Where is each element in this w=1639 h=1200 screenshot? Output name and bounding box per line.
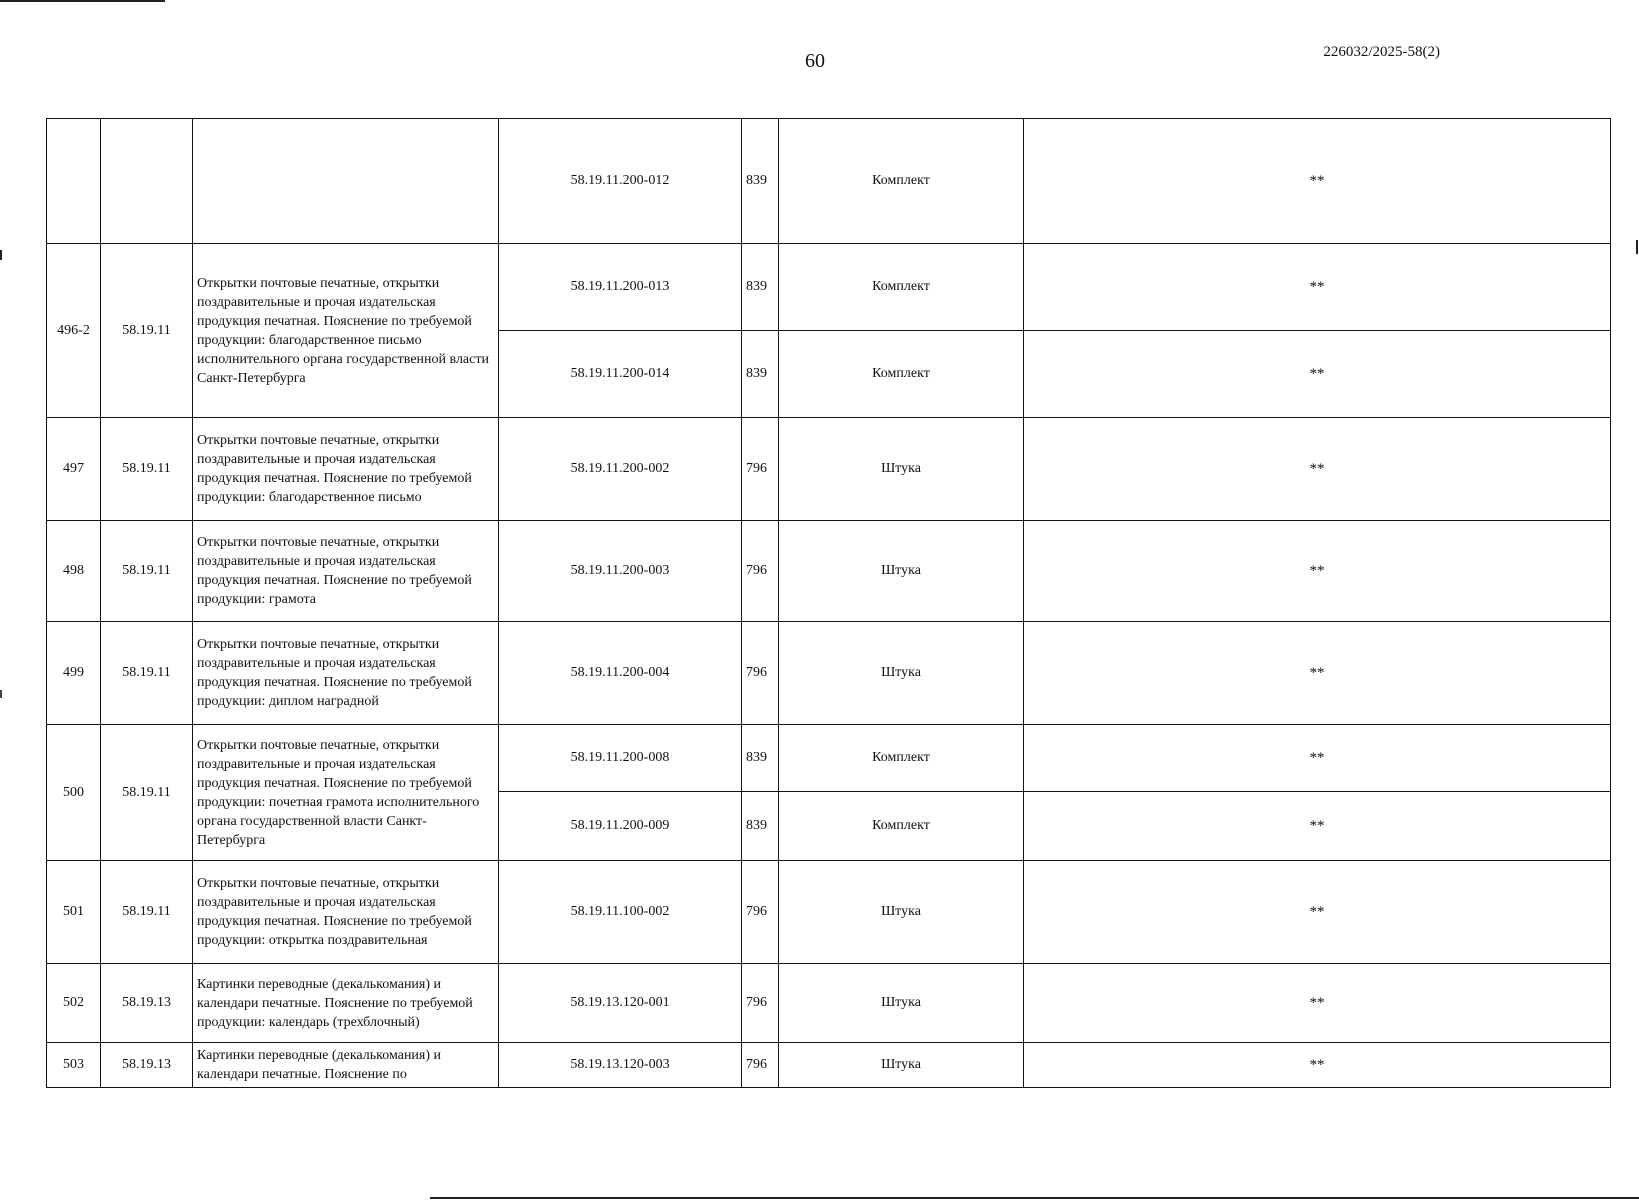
ktru-code-cell: 58.19.13.120-003: [499, 1043, 742, 1088]
requirements-cell: **: [1024, 119, 1611, 244]
unit-cell: Штука: [779, 622, 1024, 725]
okei-code-cell: 796: [742, 861, 779, 964]
scan-edge-mark: [1636, 240, 1638, 254]
description-cell: Открытки почтовые печатные, открытки поздравительные и прочая издательская продукция печатная. Пояснение по требуемой продукции: грамота: [193, 521, 499, 622]
unit-cell: Комплект: [779, 244, 1024, 331]
okei-code-cell: 839: [742, 725, 779, 792]
description-cell: Картинки переводные (декалькомания) и календари печатные. Пояснение по требуемой продукции: календарь (трехблочный): [193, 964, 499, 1043]
table-row: [47, 119, 1611, 244]
table-row: [47, 521, 1611, 622]
scan-edge-mark: [0, 250, 2, 260]
requirements-cell: **: [1024, 792, 1611, 861]
ktru-code-cell: 58.19.11.200-003: [499, 521, 742, 622]
table-row: [47, 418, 1611, 521]
row-number-cell: 498: [47, 521, 101, 622]
okei-code-cell: 839: [742, 331, 779, 418]
unit-cell: Штука: [779, 964, 1024, 1043]
okei-code-cell: 839: [742, 119, 779, 244]
okpd-code-cell: 58.19.11: [101, 622, 193, 725]
ktru-code-cell: 58.19.11.200-004: [499, 622, 742, 725]
scan-edge-mark: [0, 0, 165, 2]
description-cell: Открытки почтовые печатные, открытки поздравительные и прочая издательская продукция печатная. Пояснение по требуемой продукции: открытка поздравительная: [193, 861, 499, 964]
okei-code-cell: 796: [742, 964, 779, 1043]
requirements-cell: **: [1024, 725, 1611, 792]
ktru-code-cell: 58.19.11.200-012: [499, 119, 742, 244]
requirements-cell: **: [1024, 1043, 1611, 1088]
unit-cell: Штука: [779, 418, 1024, 521]
requirements-cell: **: [1024, 964, 1611, 1043]
table-row: [47, 244, 1611, 331]
okei-code-cell: 796: [742, 622, 779, 725]
requirements-cell: **: [1024, 521, 1611, 622]
description-cell: Открытки почтовые печатные, открытки поздравительные и прочая издательская продукция печатная. Пояснение по требуемой продукции: благодарственное письмо исполнительного органа государственной власти Санкт-Петербурга: [193, 244, 499, 418]
description-cell: Открытки почтовые печатные, открытки поздравительные и прочая издательская продукция печатная. Пояснение по требуемой продукции: диплом наградной: [193, 622, 499, 725]
requirements-cell: **: [1024, 331, 1611, 418]
okei-code-cell: 796: [742, 418, 779, 521]
row-number-cell: 503: [47, 1043, 101, 1088]
scan-edge-mark: [430, 1197, 1639, 1199]
description-cell: Открытки почтовые печатные, открытки поздравительные и прочая издательская продукция печатная. Пояснение по требуемой продукции: благодарственное письмо: [193, 418, 499, 521]
okpd-code-cell: 58.19.13: [101, 1043, 193, 1088]
unit-cell: Штука: [779, 521, 1024, 622]
okpd-code-cell: 58.19.11: [101, 521, 193, 622]
page-number: 60: [805, 50, 825, 72]
ktru-code-cell: 58.19.11.200-009: [499, 792, 742, 861]
row-number-cell: 501: [47, 861, 101, 964]
row-number-cell: 497: [47, 418, 101, 521]
ktru-code-cell: 58.19.11.100-002: [499, 861, 742, 964]
okpd-code-cell: 58.19.11: [101, 725, 193, 861]
okei-code-cell: 796: [742, 1043, 779, 1088]
row-number-cell: 502: [47, 964, 101, 1043]
scan-edge-mark: [0, 690, 2, 698]
description-cell: Картинки переводные (декалькомания) и календари печатные. Пояснение по: [193, 1043, 499, 1088]
okei-code-cell: 796: [742, 521, 779, 622]
document-reference: 226032/2025-58(2): [1323, 44, 1440, 60]
okei-code-cell: 839: [742, 244, 779, 331]
okpd-code-cell: 58.19.11: [101, 244, 193, 418]
table-row: [47, 1043, 1611, 1088]
row-number-cell: [47, 119, 101, 244]
requirements-cell: **: [1024, 861, 1611, 964]
row-number-cell: 496-2: [47, 244, 101, 418]
unit-cell: Штука: [779, 1043, 1024, 1088]
table-body: [47, 119, 1611, 1088]
ktru-code-cell: 58.19.13.120-001: [499, 964, 742, 1043]
table-row: [47, 861, 1611, 964]
okpd-code-cell: 58.19.13: [101, 964, 193, 1043]
requirements-cell: **: [1024, 418, 1611, 521]
row-number-cell: 500: [47, 725, 101, 861]
unit-cell: Комплект: [779, 331, 1024, 418]
ktru-code-cell: 58.19.11.200-013: [499, 244, 742, 331]
ktru-code-cell: 58.19.11.200-002: [499, 418, 742, 521]
okei-code-cell: 839: [742, 792, 779, 861]
okpd-code-cell: [101, 119, 193, 244]
description-cell: [193, 119, 499, 244]
requirements-cell: **: [1024, 244, 1611, 331]
unit-cell: Комплект: [779, 792, 1024, 861]
table-row: [47, 622, 1611, 725]
ktru-code-cell: 58.19.11.200-014: [499, 331, 742, 418]
row-number-cell: 499: [47, 622, 101, 725]
products-table: [46, 118, 1611, 1088]
unit-cell: Комплект: [779, 725, 1024, 792]
ktru-code-cell: 58.19.11.200-008: [499, 725, 742, 792]
table-row: [47, 725, 1611, 792]
description-cell: Открытки почтовые печатные, открытки поздравительные и прочая издательская продукция печатная. Пояснение по требуемой продукции: почетная грамота исполнительного органа государственной власти Санкт-Петербурга: [193, 725, 499, 861]
requirements-cell: **: [1024, 622, 1611, 725]
okpd-code-cell: 58.19.11: [101, 861, 193, 964]
okpd-code-cell: 58.19.11: [101, 418, 193, 521]
table-row: [47, 964, 1611, 1043]
unit-cell: Комплект: [779, 119, 1024, 244]
unit-cell: Штука: [779, 861, 1024, 964]
